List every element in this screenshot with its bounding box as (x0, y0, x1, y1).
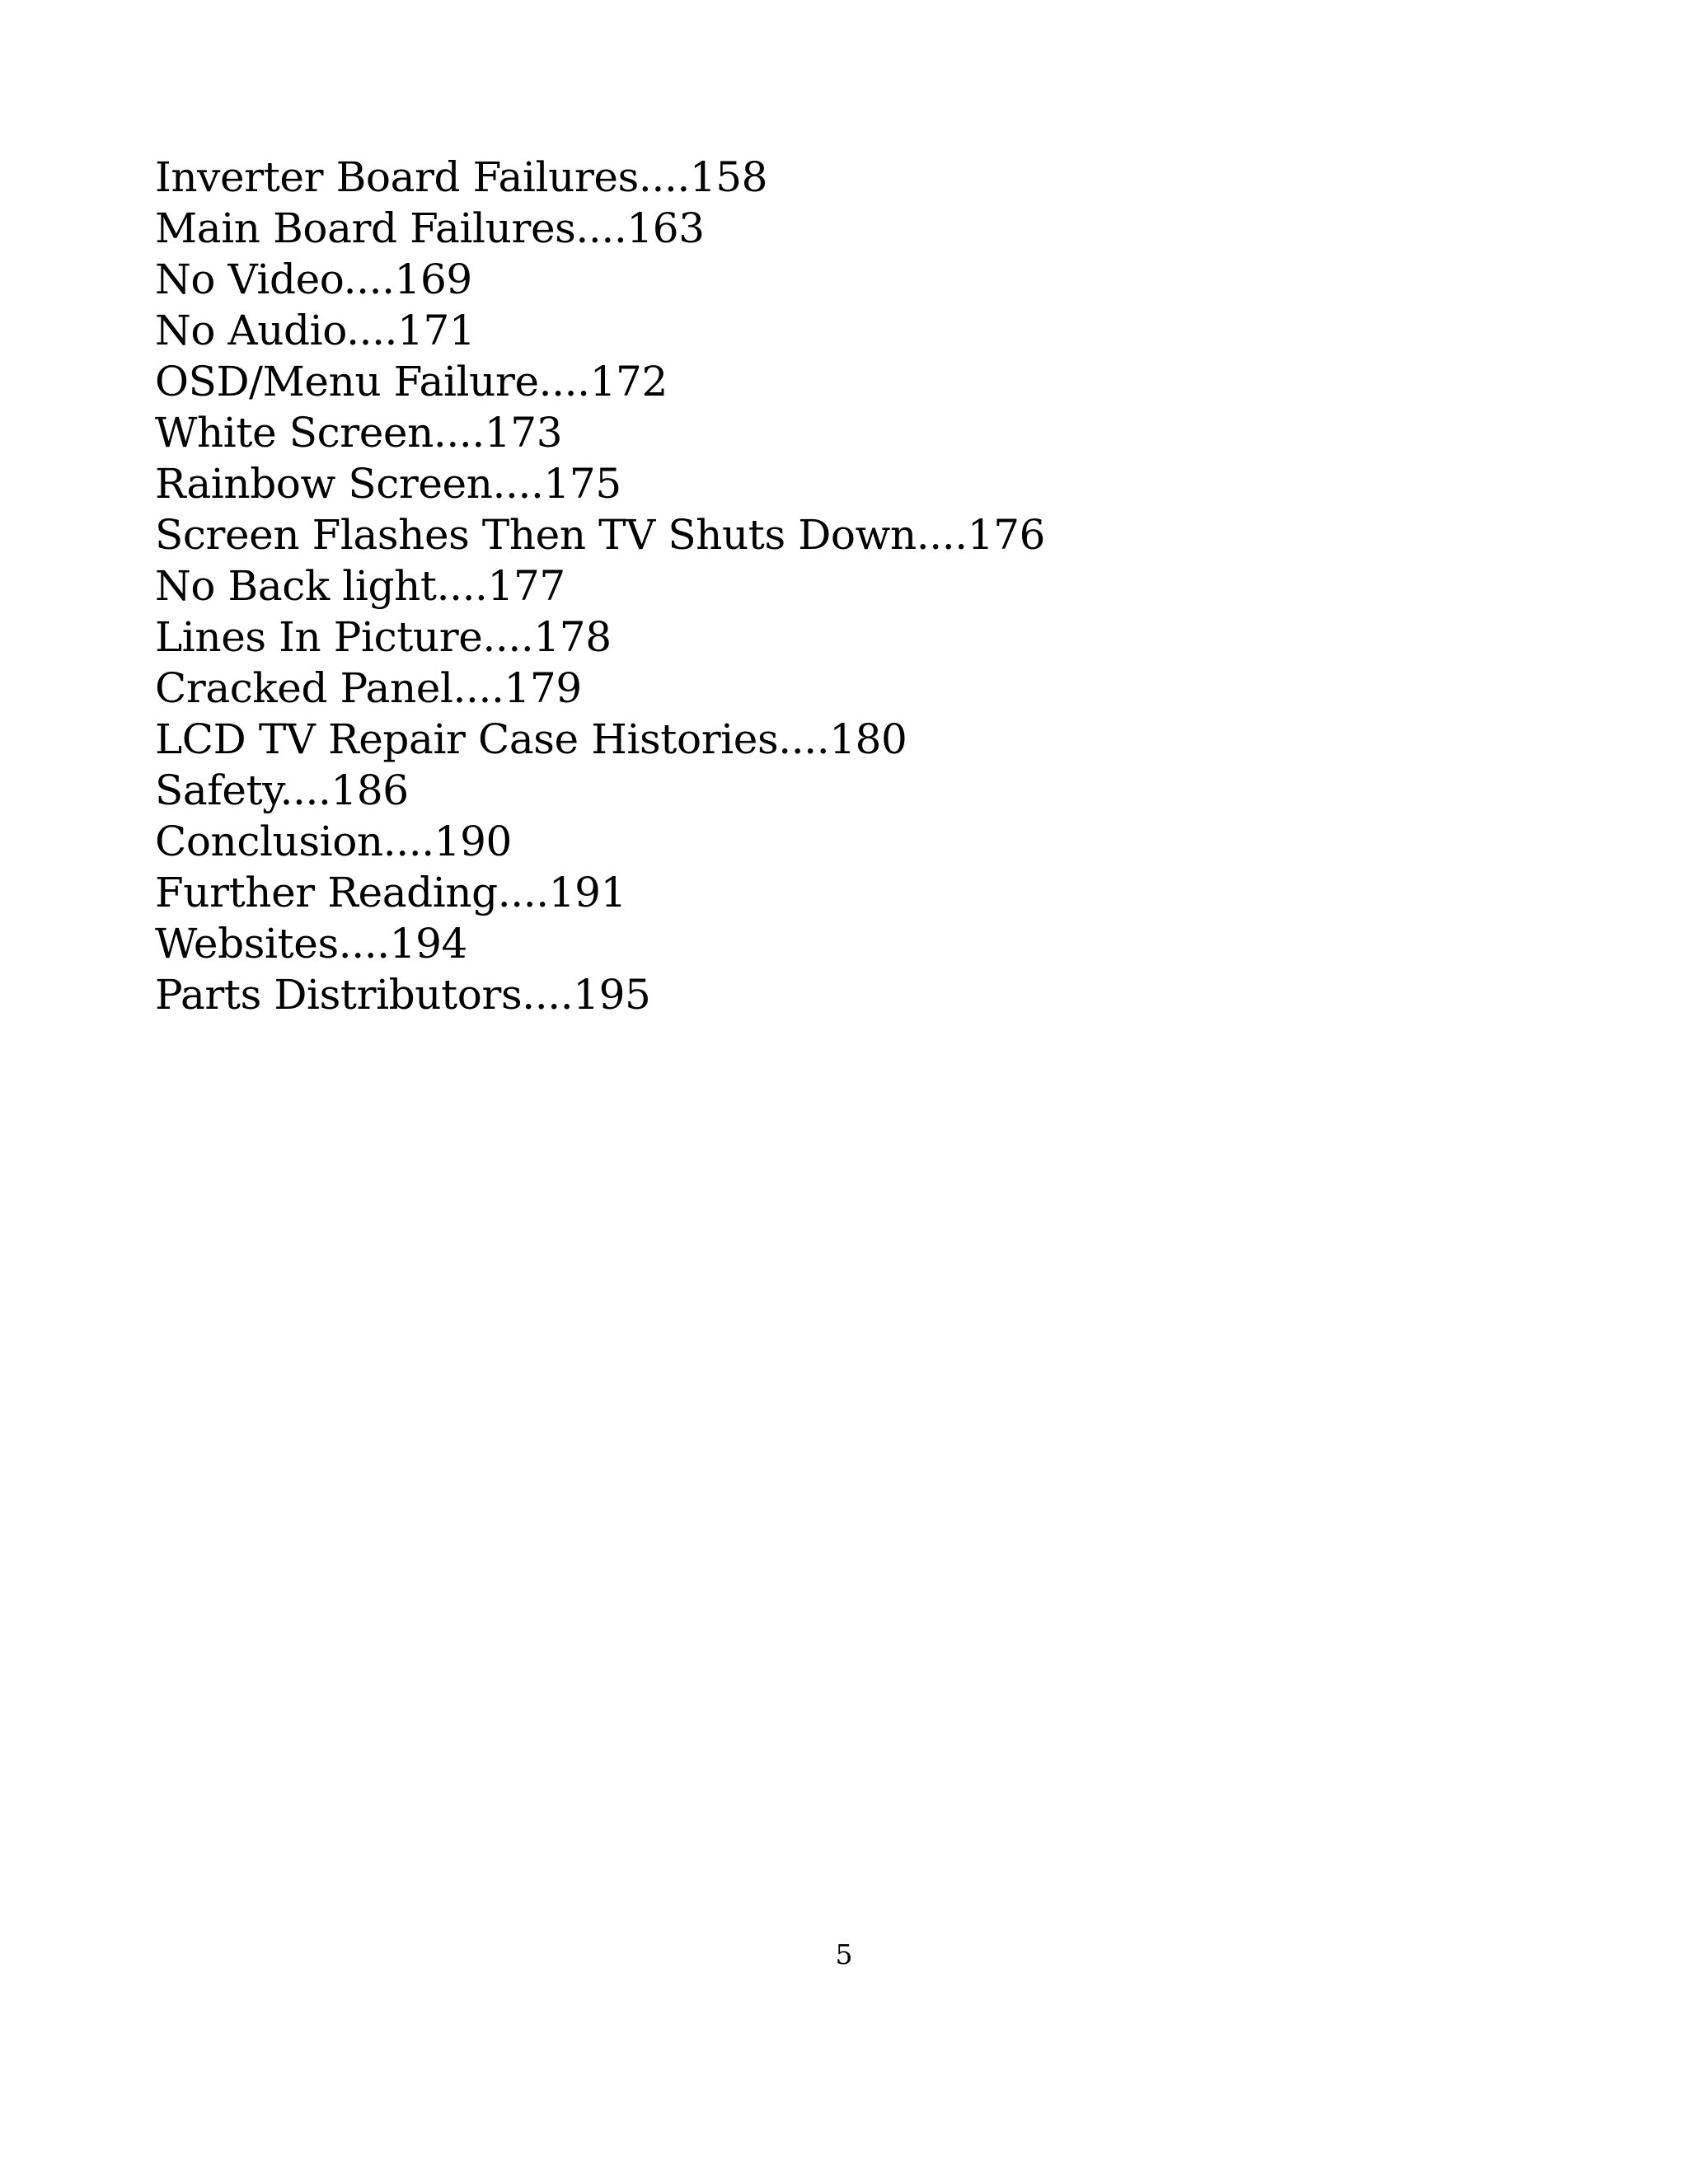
toc-entry-no-back-light: No Back light....177 (155, 562, 565, 610)
toc-entry-no-audio: No Audio....171 (155, 307, 476, 354)
page-number: 5 (835, 1938, 853, 1971)
toc-entry-case-histories: LCD TV Repair Case Histories....180 (155, 715, 907, 763)
toc-entry-rainbow-screen: Rainbow Screen....175 (155, 460, 621, 508)
toc-entry-osd-menu-failure: OSD/Menu Failure....172 (155, 358, 668, 405)
toc-entry-cracked-panel: Cracked Panel....179 (155, 664, 582, 712)
toc-entry-websites: Websites....194 (155, 920, 467, 968)
toc-entry-parts-distributors: Parts Distributors....195 (155, 971, 651, 1019)
toc-entry-screen-flashes: Screen Flashes Then TV Shuts Down....176 (155, 511, 1046, 559)
toc-entry-inverter-board-failures: Inverter Board Failures....158 (155, 153, 768, 201)
toc-entry-further-reading: Further Reading....191 (155, 869, 626, 916)
table-of-contents (155, 152, 1045, 1020)
toc-entry-white-screen: White Screen....173 (155, 409, 563, 457)
toc-entry-conclusion: Conclusion....190 (155, 818, 512, 865)
toc-entry-main-board-failures: Main Board Failures....163 (155, 204, 705, 252)
toc-entry-safety: Safety....186 (155, 766, 409, 814)
toc-entry-no-video: No Video....169 (155, 255, 472, 303)
toc-entry-lines-in-picture: Lines In Picture....178 (155, 613, 612, 661)
